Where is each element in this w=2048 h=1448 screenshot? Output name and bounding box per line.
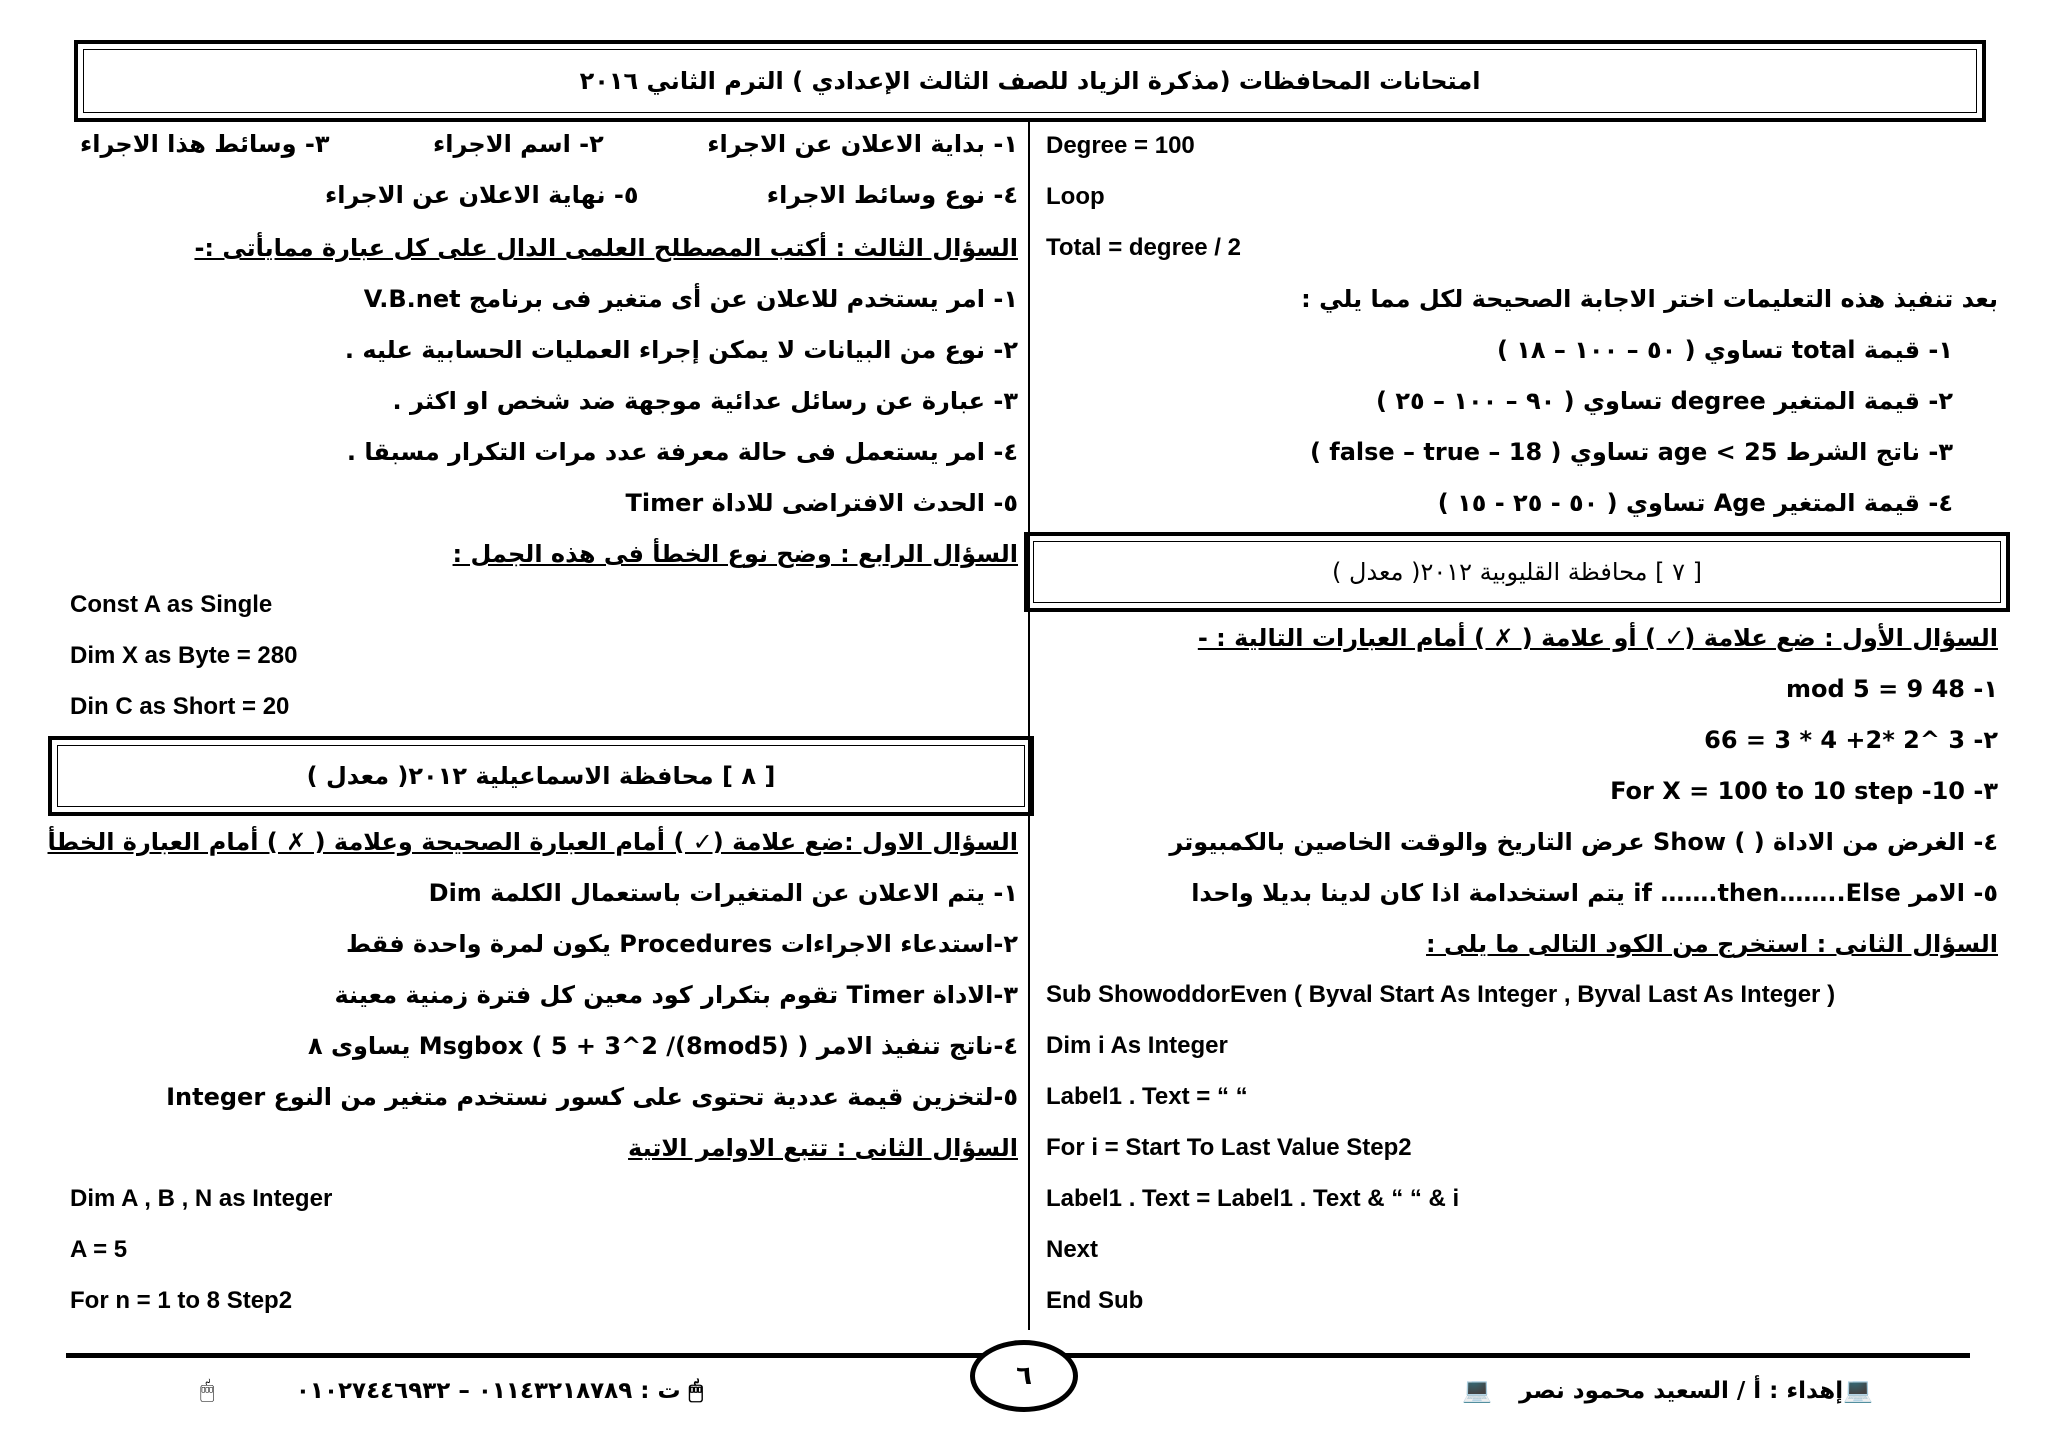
list-item: ٣- For X = 100 to 10 step -10 xyxy=(1610,777,1998,805)
phone-numbers: ت : ٠١١٤٣٢١٨٧٨٩ – ٠١٠٢٧٤٤٦٩٣٢ xyxy=(295,1378,681,1404)
code-line: Degree = 100 xyxy=(1046,132,1195,159)
code-line: A = 5 xyxy=(70,1236,128,1263)
list-item: ٢- نوع من البيانات لا يمكن إجراء العمليات الحسابية عليه . xyxy=(344,336,1018,364)
instruction-text: بعد تنفيذ هذه التعليمات اختر الاجابة الصحيحة لكل مما يلي : xyxy=(1301,285,1998,313)
procedure-parts-row xyxy=(80,130,1018,158)
laptop-icon: 💻 xyxy=(1462,1376,1492,1404)
list-item: ١- 48 mod 5 = 9 xyxy=(1786,675,1998,703)
code-line: For n = 1 to 8 Step2 xyxy=(70,1287,293,1314)
list-item: ٤- الغرض من الاداة ( ) Show عرض التاريخ والوقت الخاصين بالكمبيوتر xyxy=(1169,828,1998,856)
question-heading: السؤال الرابع : وضح نوع الخطأ فى هذه الجمل : xyxy=(452,540,1018,568)
list-item: ١- امر يستخدم للاعلان عن أى متغير فى برنامج V.B.net xyxy=(363,285,1018,313)
code-line: Next xyxy=(1046,1236,1099,1263)
list-item: ٤- امر يستعمل فى حالة معرفة عدد مرات التكرار مسبقا . xyxy=(346,438,1018,466)
list-item: ١- يتم الاعلان عن المتغيرات باستعمال الكلمة Dim xyxy=(428,879,1018,907)
code-line: Total = degree / 2 xyxy=(1046,234,1241,261)
mouse-icon: 🖱 xyxy=(200,1376,215,1404)
list-item: ١- بداية الاعلان عن الاجراء xyxy=(707,130,1018,158)
list-item: ٢-استدعاء الاجراءات Procedures يكون لمرة واحدة فقط xyxy=(345,930,1018,958)
list-item: ٣- وسائط هذا الاجراء xyxy=(80,130,330,158)
code-line: Din C as Short = 20 xyxy=(70,693,290,720)
section-title: [ ٨ ] محافظة الاسماعيلية ٢٠١٢( معدل ) xyxy=(57,745,1025,807)
code-line: Dim A , B , N as Integer xyxy=(70,1185,333,1212)
list-item: ٢- اسم الاجراء xyxy=(432,130,604,158)
question-heading: السؤال الثانى : تتبع الاوامر الاتية xyxy=(628,1134,1018,1162)
list-item: ٢- قيمة المتغير degree تساوي ( ٩٠ – ١٠٠ – ٢٥ ) xyxy=(1376,387,1953,415)
list-item: ٤- نوع وسائط الاجراء xyxy=(766,181,1018,209)
list-item: ٢- 3 ^2 *2+ 4 * 3 = 66 xyxy=(1704,726,1998,754)
list-item: ٣- ناتج الشرط age < 25 تساوي ( false – true – 18 ) xyxy=(1309,438,1953,466)
list-item: ٣-الاداة Timer تقوم بتكرار كود معين كل فترة زمنية معينة xyxy=(334,981,1018,1009)
question-heading: السؤال الاول :ضع علامة (✓ ) أمام العبارة الصحيحة وعلامة ( ✗ ) أمام العبارة الخطأ xyxy=(47,828,1018,856)
list-item: ٥- الحدث الافتراضى للاداة Timer xyxy=(625,489,1018,517)
list-item: ٥-لتخزين قيمة عددية تحتوى على كسور نستخدم متغير من النوع Integer xyxy=(166,1083,1018,1111)
code-line: End Sub xyxy=(1046,1287,1144,1314)
code-line: Const A as Single xyxy=(70,591,273,618)
procedure-parts-row xyxy=(325,181,1018,209)
question-heading: السؤال الثانى : استخرج من الكود التالى ما يلى : xyxy=(1426,930,1998,958)
section-box-7 xyxy=(1024,532,2010,612)
code-line: Sub ShowoddorEven ( Byval Start As Integer , Byval Last As Integer ) xyxy=(1046,981,1836,1008)
question-heading: السؤال الأول : ضع علامة (✓ ) أو علامة ( ✗ ) أمام العبارات التالية : - xyxy=(1197,624,1998,652)
list-item: ٣- عبارة عن رسائل عدائية موجهة ضد شخص او اكثر . xyxy=(392,387,1018,415)
section-box-8 xyxy=(48,736,1034,816)
code-line: Dim i As Integer xyxy=(1046,1032,1228,1059)
footer-author xyxy=(1519,1374,1873,1407)
column-divider xyxy=(1028,118,1030,1330)
list-item: ٥- نهاية الاعلان عن الاجراء xyxy=(325,181,639,209)
header-frame xyxy=(74,40,1986,122)
code-line: Loop xyxy=(1046,183,1105,210)
list-item: ٤-ناتج تنفيذ الامر ( Msgbox ( 5 + 3^2 /(8mod5) يساوى ٨ xyxy=(307,1032,1018,1060)
code-line: For i = Start To Last Value Step2 xyxy=(1046,1134,1412,1161)
page-number: ٦ xyxy=(970,1340,1078,1412)
author-text: إهداء : أ / السعيد محمود نصر xyxy=(1519,1378,1844,1404)
list-item: ٤- قيمة المتغير Age تساوي ( ٥٠ - ٢٥ - ١٥ ) xyxy=(1437,489,1953,517)
header-title: امتحانات المحافظات (مذكرة الزياد للصف الثالث الإعدادي ) الترم الثاني ٢٠١٦ xyxy=(83,49,1977,113)
code-line: Dim X as Byte = 280 xyxy=(70,642,298,669)
footer-phones xyxy=(296,1374,703,1407)
mouse-icon: 🖱 xyxy=(688,1376,703,1404)
list-item: ٥- الامر if …….then……..Else يتم استخدامة اذا كان لدينا بديلا واحدا xyxy=(1191,879,1998,907)
laptop-icon: 💻 xyxy=(1843,1376,1873,1404)
question-heading: السؤال الثالث : أكتب المصطلح العلمى الدال على كل عبارة ممايأتى :- xyxy=(194,234,1018,262)
section-title: [ ٧ ] محافظة القليوبية ٢٠١٢( معدل ) xyxy=(1033,541,2001,603)
code-line: Label1 . Text = Label1 . Text & “ “ & i xyxy=(1046,1185,1460,1212)
list-item: ١- قيمة total تساوي ( ٥٠ – ١٠٠ – ١٨ ) xyxy=(1496,336,1953,364)
code-line: Label1 . Text = “ “ xyxy=(1046,1083,1248,1110)
